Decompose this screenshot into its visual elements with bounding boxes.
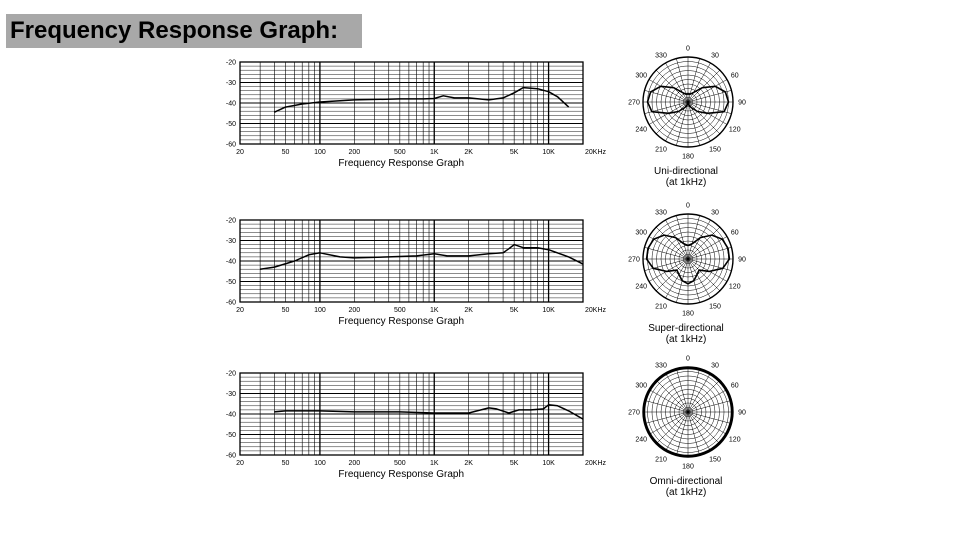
x-tick-label: 200: [348, 149, 361, 156]
x-tick-label: 50: [281, 149, 290, 156]
y-tick-label: -40: [225, 258, 236, 266]
polar-spoke: [676, 369, 688, 412]
angle-label: 330: [655, 362, 667, 370]
y-tick-label: -30: [225, 391, 236, 398]
y-tick-label: -40: [225, 411, 236, 419]
angle-label: 210: [655, 456, 667, 464]
y-tick-label: -30: [225, 238, 236, 245]
polar-spoke: [688, 59, 700, 102]
polar-spoke: [666, 259, 689, 298]
y-tick-label: -50: [225, 279, 236, 286]
x-tick-label: 1K: [429, 149, 439, 156]
angle-label: 60: [730, 382, 739, 390]
angle-label: 60: [730, 72, 739, 80]
page-title: Frequency Response Graph:: [6, 14, 362, 48]
x-tick-label: 10K: [542, 307, 555, 314]
y-tick-label: -50: [225, 432, 236, 439]
angle-label: 0: [686, 355, 690, 363]
response-line: [274, 88, 568, 113]
angle-label: 330: [655, 209, 667, 217]
angle-label: 180: [682, 463, 694, 471]
x-tick-label: 1K: [429, 307, 439, 314]
y-tick-label: -40: [225, 100, 236, 108]
angle-label: 90: [738, 256, 746, 264]
x-tick-label: 100: [314, 149, 326, 156]
polar-spoke: [688, 412, 711, 451]
x-tick-label: 500: [393, 460, 406, 467]
angle-label: 0: [686, 45, 690, 53]
x-tick-label: 2K: [464, 460, 473, 467]
x-tick-label: 10K: [542, 149, 555, 156]
angle-label: 240: [635, 436, 648, 444]
angle-label: 0: [686, 202, 690, 210]
x-tick-label: 10K: [542, 460, 555, 467]
polar-spoke: [688, 259, 711, 298]
x-tick-label: 5K: [509, 460, 519, 467]
polar-spoke: [688, 412, 731, 424]
polar-spoke: [688, 80, 727, 103]
frequency-response-chart: [226, 371, 607, 481]
y-tick-label: -60: [225, 141, 236, 149]
angle-label: 300: [635, 229, 648, 237]
response-line: [274, 405, 583, 419]
angle-label: 240: [635, 283, 648, 291]
x-tick-label: 5K: [509, 307, 519, 314]
x-tick-label: 500: [393, 149, 406, 156]
angle-label: 180: [682, 310, 694, 318]
polar-spoke: [688, 237, 727, 260]
polar-spoke: [676, 412, 688, 455]
y-tick-label: -50: [225, 121, 236, 128]
x-tick-label: 2K: [464, 149, 473, 156]
angle-label: 270: [628, 409, 640, 417]
x-tick-label: 50: [281, 460, 290, 467]
angle-label: 210: [655, 146, 667, 154]
angle-label: 120: [728, 126, 741, 134]
x-tick-label: 2K: [464, 307, 473, 314]
polar-spoke: [666, 412, 689, 451]
polar-pattern-chart: [628, 46, 746, 189]
x-tick-label: 100: [314, 460, 326, 467]
polar-spoke: [645, 247, 688, 259]
polar-spoke: [649, 237, 688, 260]
angle-label: 90: [738, 409, 746, 417]
x-tick-label: 50: [281, 307, 290, 314]
polar-spoke: [645, 412, 688, 424]
x-axis-label: Frequency Response Graph: [338, 316, 465, 327]
polar-spoke: [688, 369, 700, 412]
polar-spoke: [676, 216, 688, 259]
polar-spoke: [688, 412, 727, 435]
angle-label: 300: [635, 382, 648, 390]
x-tick-label: 200: [348, 307, 361, 314]
polar-pattern-chart: [628, 203, 746, 346]
polar-spoke: [688, 390, 727, 413]
y-tick-label: -60: [225, 452, 236, 460]
polar-caption-sub: (at 1kHz): [665, 334, 707, 345]
polar-spoke: [688, 102, 731, 114]
angle-label: 30: [711, 52, 719, 60]
polar-caption: Uni-directional: [654, 166, 718, 177]
angle-label: 120: [728, 436, 741, 444]
polar-caption-sub: (at 1kHz): [665, 487, 707, 498]
angle-label: 60: [730, 229, 739, 237]
angle-label: 300: [635, 72, 648, 80]
angle-label: 240: [635, 126, 648, 134]
x-tick-label: 20: [236, 307, 244, 314]
x-tick-label: 20: [236, 149, 244, 156]
polar-spoke: [649, 390, 688, 413]
x-tick-label: 20KHz: [585, 307, 607, 314]
polar-spoke: [666, 63, 689, 102]
x-tick-label: 20: [236, 460, 244, 467]
polar-spoke: [649, 259, 688, 282]
angle-label: 270: [628, 99, 640, 107]
polar-spoke: [649, 412, 688, 435]
frequency-response-chart: [226, 60, 607, 170]
x-axis-label: Frequency Response Graph: [338, 469, 465, 480]
polar-spoke: [688, 412, 700, 455]
polar-spoke: [688, 373, 711, 412]
angle-label: 150: [709, 456, 721, 464]
angle-label: 180: [682, 153, 694, 161]
polar-caption-sub: (at 1kHz): [665, 177, 707, 188]
y-tick-label: -20: [225, 59, 236, 67]
polar-spoke: [666, 220, 689, 259]
angle-label: 90: [738, 99, 746, 107]
angle-label: 30: [711, 362, 719, 370]
polar-spoke: [688, 220, 711, 259]
polar-spoke: [688, 247, 731, 259]
angle-label: 30: [711, 209, 719, 217]
polar-spoke: [666, 373, 689, 412]
angle-label: 150: [709, 303, 721, 311]
angle-label: 120: [728, 283, 741, 291]
polar-caption: Omni-directional: [649, 476, 723, 487]
angle-label: 270: [628, 256, 640, 264]
polar-spoke: [676, 59, 688, 102]
polar-spoke: [645, 102, 688, 114]
angle-label: 150: [709, 146, 721, 154]
polar-spoke: [688, 400, 731, 412]
polar-spoke: [645, 400, 688, 412]
angle-label: 330: [655, 52, 667, 60]
polar-spoke: [688, 216, 700, 259]
x-tick-label: 100: [314, 307, 326, 314]
y-tick-label: -20: [225, 370, 236, 378]
angle-label: 210: [655, 303, 667, 311]
x-tick-label: 500: [393, 307, 406, 314]
polar-caption: Super-directional: [648, 323, 724, 334]
frequency-response-chart: [226, 218, 607, 328]
x-axis-label: Frequency Response Graph: [338, 158, 465, 169]
x-tick-label: 1K: [429, 460, 439, 467]
x-tick-label: 20KHz: [585, 149, 607, 156]
polar-spoke: [688, 259, 727, 282]
polar-spoke: [688, 63, 711, 102]
polar-spoke: [649, 80, 688, 103]
y-tick-label: -20: [225, 217, 236, 225]
polar-pattern-chart: [628, 356, 746, 499]
x-tick-label: 20KHz: [585, 460, 607, 467]
x-tick-label: 5K: [509, 149, 519, 156]
y-tick-label: -30: [225, 80, 236, 87]
y-tick-label: -60: [225, 299, 236, 307]
x-tick-label: 200: [348, 460, 361, 467]
